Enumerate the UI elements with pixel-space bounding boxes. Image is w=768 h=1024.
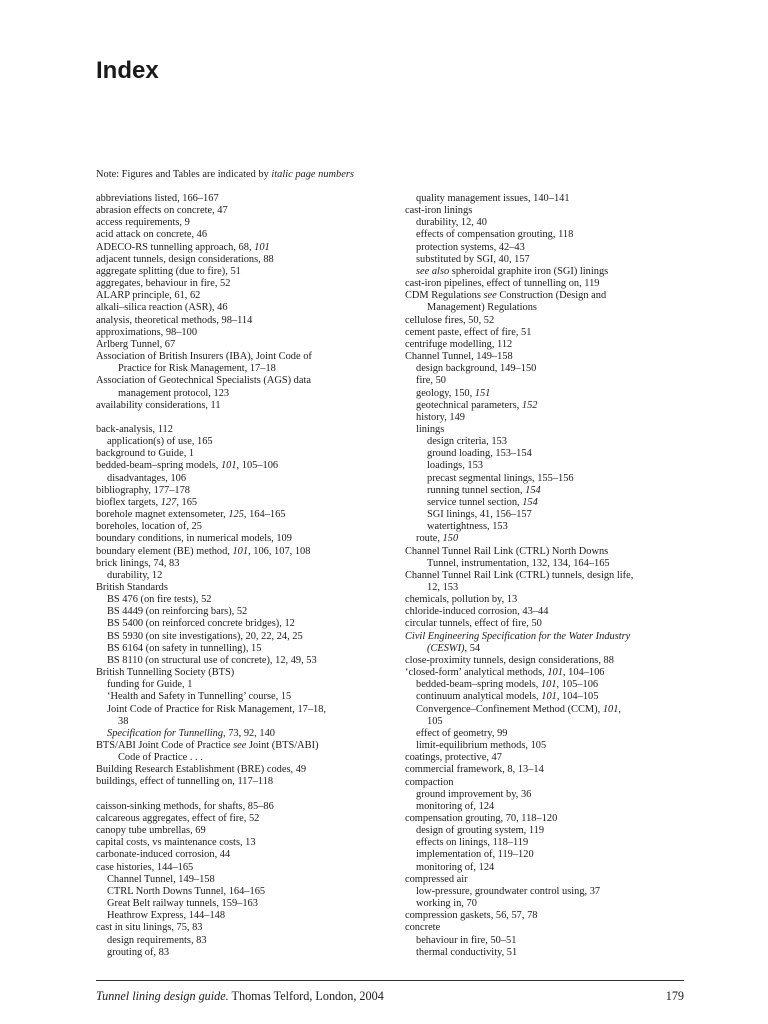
index-entry-text: abbreviations listed, 166–167 xyxy=(96,193,219,204)
index-entry xyxy=(96,363,386,375)
index-entry-text: BS 4449 (on reinforcing bars), 52 xyxy=(107,606,248,618)
index-entry-italic-text: 101 xyxy=(254,241,270,253)
index-entry-text: monitoring of, 124 xyxy=(416,861,495,873)
index-entry-text: fire, 50 xyxy=(416,375,447,387)
index-entry xyxy=(96,546,386,558)
index-entry-text: BTS/ABI Joint Code of Practice xyxy=(96,740,234,752)
index-entry-text: centrifuge modelling, 112 xyxy=(405,338,513,350)
note-italic-text: italic page numbers xyxy=(271,169,354,180)
index-entry xyxy=(96,740,386,752)
index-entry-text: circular tunnels, effect of fire, 50 xyxy=(405,618,542,630)
index-entry xyxy=(405,266,695,278)
index-entry xyxy=(405,922,695,934)
index-entry-text: design background, 149–150 xyxy=(416,363,537,375)
index-entry xyxy=(405,229,695,241)
index-entry xyxy=(96,935,386,947)
index-entry-text: precast segmental linings, 155–156 xyxy=(427,472,574,484)
index-entry-italic-text: see xyxy=(233,740,247,752)
index-entry-text: boundary conditions, in numerical models, 109 xyxy=(96,533,292,545)
index-entry-text: borehole magnet extensometer, xyxy=(96,509,229,521)
index-entry-text: calcareous aggregates, effect of fire, 52 xyxy=(96,812,260,824)
index-entry xyxy=(96,716,386,728)
index-entry-text: boundary element (BE) method, xyxy=(96,545,233,557)
index-entry-text: analysis, theoretical methods, 98–114 xyxy=(96,314,253,326)
index-entry-text: bibliography, 177–178 xyxy=(96,484,190,496)
index-entry-text: route, xyxy=(416,533,443,545)
index-entry xyxy=(405,667,695,679)
index-entry-text: cellulose fires, 50, 52 xyxy=(405,314,495,326)
index-entry-text: BS 8110 (on structural use of concrete), 12, 49, 53 xyxy=(107,654,317,666)
index-entry xyxy=(405,217,695,229)
index-entry-text: Joint (BTS/ABI) xyxy=(246,740,319,752)
index-entry-text: BS 5400 (on reinforced concrete bridges), 12 xyxy=(107,618,295,630)
index-entry xyxy=(96,193,386,205)
index-entry xyxy=(96,667,386,679)
index-entry-text: CDM Regulations xyxy=(405,290,484,302)
index-entry xyxy=(96,704,386,716)
index-entry xyxy=(96,533,386,545)
index-entry xyxy=(96,922,386,934)
footer-book-title: Tunnel lining design guide. xyxy=(96,989,229,1003)
index-entry-text: disadvantages, 106 xyxy=(107,472,187,484)
index-entry-italic-text: 154 xyxy=(525,484,541,496)
index-entry xyxy=(405,898,695,910)
index-entry-italic-text: Civil Engineering Specification for the Water Industry xyxy=(405,630,631,642)
index-entry xyxy=(96,509,386,521)
index-entry-text: boreholes, location of, 25 xyxy=(96,521,202,533)
index-entry xyxy=(96,302,386,314)
index-entry-text: compaction xyxy=(405,776,454,788)
index-entry-text: adjacent tunnels, design considerations, 88 xyxy=(96,253,274,265)
index-entry-text: chloride-induced corrosion, 43–44 xyxy=(405,606,549,618)
index-entry-text: , 105–106 xyxy=(556,679,599,691)
index-entry xyxy=(96,266,386,278)
index-entry xyxy=(96,229,386,241)
index-entry xyxy=(96,691,386,703)
index-entry xyxy=(405,363,695,375)
index-entry-text: protection systems, 42–43 xyxy=(416,241,525,253)
index-entry-text: abrasion effects on concrete, 47 xyxy=(96,205,228,217)
index-entry xyxy=(96,205,386,217)
index-entry xyxy=(405,521,695,533)
index-entry xyxy=(405,631,695,643)
index-entry-text: low-pressure, groundwater control using, 37 xyxy=(416,885,601,897)
index-entry-text: background to Guide, 1 xyxy=(96,448,195,460)
index-entry xyxy=(96,436,386,448)
index-entry-text: ground loading, 153–154 xyxy=(427,448,532,460)
index-entry-italic-text: 101 xyxy=(540,679,557,691)
index-entry-text: Management) Regulations xyxy=(427,302,537,314)
index-entry xyxy=(405,278,695,290)
index-entry xyxy=(405,375,695,387)
index-entry-text: linings xyxy=(416,423,445,435)
index-entry xyxy=(96,339,386,351)
index-entry xyxy=(96,813,386,825)
index-entry xyxy=(96,570,386,582)
index-entry xyxy=(96,424,386,436)
index-entry-text: Great Belt railway tunnels, 159–163 xyxy=(107,898,258,910)
index-entry-text: Heathrow Express, 144–148 xyxy=(107,910,226,922)
index-entry-text: case histories, 144–165 xyxy=(96,861,194,873)
index-entry-text: funding for Guide, 1 xyxy=(107,679,193,691)
index-entry-text: Channel Tunnel, 149–158 xyxy=(405,351,513,363)
index-entry xyxy=(96,752,386,764)
index-entry-text: , 165 xyxy=(176,496,198,508)
index-entry xyxy=(405,388,695,400)
index-entry-text: Convergence–Confinement Method (CCM), xyxy=(416,703,603,715)
index-entry xyxy=(96,764,386,776)
index-entry xyxy=(96,910,386,922)
index-entry-text: Construction (Design and xyxy=(496,290,607,302)
index-entry-text: thermal conductivity, 51 xyxy=(416,946,518,958)
index-entry xyxy=(96,388,386,400)
index-entry xyxy=(405,716,695,728)
note-text: Note: Figures and Tables are indicated by xyxy=(96,169,272,180)
index-entry-italic-text: 101 xyxy=(541,691,557,703)
index-entry-text: monitoring of, 124 xyxy=(416,800,495,812)
index-entry xyxy=(96,558,386,570)
index-entry xyxy=(405,315,695,327)
index-entry-text: watertightness, 153 xyxy=(427,521,508,533)
index-entry-text: Building Research Establishment (BRE) codes, 49 xyxy=(96,764,307,776)
index-entry-text: ‘Health and Safety in Tunnelling’ course, 15 xyxy=(107,691,292,703)
index-entry-text: back-analysis, 112 xyxy=(96,423,173,435)
index-entry-text: carbonate-induced corrosion, 44 xyxy=(96,849,231,861)
index-entry-text: service tunnel section, xyxy=(427,496,523,508)
index-entry-text: , 54 xyxy=(464,642,481,654)
index-entry-text: grouting of, 83 xyxy=(107,946,170,958)
index-entry-text: , 164–165 xyxy=(243,509,286,521)
index-entry xyxy=(405,935,695,947)
index-entry-text: cast-iron linings xyxy=(405,205,473,217)
index-entry xyxy=(96,862,386,874)
index-entry-italic-text: 101 xyxy=(602,703,619,715)
index-entry-text: approximations, 98–100 xyxy=(96,326,198,338)
index-entry-italic-text: 101 xyxy=(232,545,249,557)
index-entry-text: effect of geometry, 99 xyxy=(416,727,508,739)
index-entry-text: geotechnical parameters, xyxy=(416,399,522,411)
index-entry xyxy=(96,485,386,497)
index-entry xyxy=(405,764,695,776)
index-entry-text: durability, 12, 40 xyxy=(416,217,487,229)
index-entry xyxy=(405,740,695,752)
index-entry-text: Practice for Risk Management, 17–18 xyxy=(118,363,276,375)
index-entry xyxy=(96,898,386,910)
index-entry xyxy=(96,351,386,363)
index-entry xyxy=(96,315,386,327)
index-entry xyxy=(405,546,695,558)
index-entry-text: , 104–105 xyxy=(556,691,599,703)
index-entry xyxy=(96,643,386,655)
index-entry xyxy=(405,582,695,594)
index-entry xyxy=(405,704,695,716)
index-entry xyxy=(405,752,695,764)
index-entry xyxy=(405,813,695,825)
index-entry-italic-text: 154 xyxy=(522,496,538,508)
index-entry xyxy=(96,606,386,618)
index-entry-text: coatings, protective, 47 xyxy=(405,752,502,764)
index-entry-text: , 106, 107, 108 xyxy=(248,545,311,557)
index-entry xyxy=(405,509,695,521)
index-entry xyxy=(96,521,386,533)
page-footer xyxy=(96,988,684,1004)
index-entry-text: BS 6164 (on safety in tunnelling), 15 xyxy=(107,642,262,654)
index-entry-text: Channel Tunnel Rail Link (CTRL) tunnels, design life, xyxy=(405,569,634,581)
index-entry xyxy=(96,679,386,691)
index-entry-text: quality management issues, 140–141 xyxy=(416,193,570,204)
index-entry-text: chemicals, pollution by, 13 xyxy=(405,594,518,606)
index-entry-italic-text: 101 xyxy=(547,667,563,679)
index-entry-italic-text: 127 xyxy=(160,496,177,508)
index-entry-text: British Standards xyxy=(96,581,168,593)
index-entry xyxy=(96,776,386,788)
index-entry xyxy=(405,351,695,363)
index-entry-text: Tunnel, instrumentation, 132, 134, 164–165 xyxy=(427,557,610,569)
index-entry-text: compression gaskets, 56, 57, 78 xyxy=(405,910,538,922)
index-entry xyxy=(96,460,386,472)
index-entry-text: management protocol, 123 xyxy=(118,387,230,399)
index-entry-text: availability considerations, 11 xyxy=(96,399,221,411)
index-entry-italic-text: (CESWI) xyxy=(427,642,465,654)
index-entry-text: implementation of, 119–120 xyxy=(416,849,534,861)
index-entry xyxy=(405,205,695,217)
index-entry-text: design requirements, 83 xyxy=(107,934,207,946)
index-entry xyxy=(405,497,695,509)
index-entry xyxy=(405,691,695,703)
index-entry xyxy=(405,533,695,545)
index-letter-gap xyxy=(96,412,386,424)
index-entry-text: aggregate splitting (due to fire), 51 xyxy=(96,265,241,277)
index-entry xyxy=(96,278,386,290)
index-entry-text: , 105–106 xyxy=(236,460,279,472)
index-entry xyxy=(405,789,695,801)
index-entry-text: 105 xyxy=(427,715,443,727)
index-column-right xyxy=(405,193,695,959)
index-entry xyxy=(405,594,695,606)
index-entry xyxy=(405,837,695,849)
index-entry-text: cast in situ linings, 75, 83 xyxy=(96,922,203,934)
index-entry xyxy=(96,594,386,606)
index-entry-text: durability, 12 xyxy=(107,569,163,581)
index-entry-italic-text: 152 xyxy=(521,399,538,411)
index-entry xyxy=(405,862,695,874)
index-entry-text: British Tunnelling Society (BTS) xyxy=(96,667,235,679)
index-entry-text: bioflex targets, xyxy=(96,496,161,508)
index-note xyxy=(96,169,354,181)
index-entry-text: Code of Practice . . . xyxy=(118,752,203,764)
index-entry xyxy=(405,886,695,898)
index-entry xyxy=(405,254,695,266)
index-entry-text: working in, 70 xyxy=(416,898,477,910)
index-entry-text: compressed air xyxy=(405,873,468,885)
index-entry xyxy=(405,874,695,886)
index-entry xyxy=(96,473,386,485)
index-entry-text: CTRL North Downs Tunnel, 164–165 xyxy=(107,885,266,897)
index-entry xyxy=(405,436,695,448)
index-entry xyxy=(405,679,695,691)
index-column-left xyxy=(96,193,386,959)
index-entry-text: substituted by SGI, 40, 157 xyxy=(416,253,530,265)
index-entry xyxy=(405,339,695,351)
index-entry-text: 38 xyxy=(118,715,129,727)
index-entry-text: compensation grouting, 70, 118–120 xyxy=(405,812,558,824)
index-entry xyxy=(96,217,386,229)
index-entry xyxy=(96,631,386,643)
index-entry-text: spheroidal graphite iron (SGI) linings xyxy=(449,265,609,277)
index-entry xyxy=(96,290,386,302)
index-entry-text: BS 476 (on fire tests), 52 xyxy=(107,594,212,606)
index-entry xyxy=(405,910,695,922)
index-entry-italic-text: 151 xyxy=(474,387,491,399)
index-entry xyxy=(405,825,695,837)
index-entry-text: concrete xyxy=(405,922,441,934)
index-entry-text: bedded-beam–spring models, xyxy=(416,679,541,691)
index-entry-text: cast-iron pipelines, effect of tunnelling on, 119 xyxy=(405,278,600,290)
index-entry xyxy=(96,254,386,266)
index-entry xyxy=(96,947,386,959)
index-entry xyxy=(96,886,386,898)
index-entry xyxy=(405,728,695,740)
index-entry-text: design criteria, 153 xyxy=(427,436,507,448)
index-entry-text: commercial framework, 8, 13–14 xyxy=(405,764,544,776)
index-entry-text: history, 149 xyxy=(416,411,465,423)
footer-publisher: Thomas Telford, London, 2004 xyxy=(231,989,384,1003)
index-entry-text: SGI linings, 41, 156–157 xyxy=(427,509,532,521)
index-entry-text: , 73, 92, 140 xyxy=(223,727,275,739)
index-entry-text: design of grouting system, 119 xyxy=(416,825,545,837)
index-entry-text: close-proximity tunnels, design considerations, 88 xyxy=(405,654,614,666)
index-entry xyxy=(405,558,695,570)
index-entry-italic-text: see xyxy=(483,290,497,302)
index-entry-text: Arlberg Tunnel, 67 xyxy=(96,338,176,350)
index-entry-text: canopy tube umbrellas, 69 xyxy=(96,825,206,837)
index-entry-text: access requirements, 9 xyxy=(96,217,190,229)
index-entry-text: effects on linings, 118–119 xyxy=(416,837,529,849)
index-entry xyxy=(96,400,386,412)
index-entry-text: bedded-beam–spring models, xyxy=(96,460,221,472)
page-number: 179 xyxy=(665,989,684,1003)
index-entry-text: caisson-sinking methods, for shafts, 85–86 xyxy=(96,800,274,812)
index-entry xyxy=(405,606,695,618)
index-entry xyxy=(96,327,386,339)
index-entry xyxy=(405,570,695,582)
index-entry-text: BS 5930 (on site investigations), 20, 22, 24, 25 xyxy=(107,630,303,642)
index-entry xyxy=(96,874,386,886)
index-entry-text: Association of Geotechnical Specialists (AGS) data xyxy=(96,375,311,387)
index-entry xyxy=(405,302,695,314)
index-entry xyxy=(96,728,386,740)
index-entry-text: , 104–106 xyxy=(562,667,605,679)
index-entry xyxy=(96,497,386,509)
index-entry-text: running tunnel section, xyxy=(427,484,526,496)
page-title: Index xyxy=(96,57,159,84)
index-entry xyxy=(405,400,695,412)
index-entry-italic-text: 101 xyxy=(220,460,237,472)
index-entry-text: Channel Tunnel, 149–158 xyxy=(107,873,215,885)
index-entry xyxy=(405,448,695,460)
index-entry-text: acid attack on concrete, 46 xyxy=(96,229,208,241)
index-entry xyxy=(96,242,386,254)
index-entry-text: aggregates, behaviour in fire, 52 xyxy=(96,278,231,290)
index-entry xyxy=(96,849,386,861)
index-entry-text: capital costs, vs maintenance costs, 13 xyxy=(96,837,256,849)
index-entry-italic-text: 150 xyxy=(442,533,459,545)
index-entry-text: ADECO-RS tunnelling approach, 68, xyxy=(96,241,255,253)
index-entry xyxy=(405,777,695,789)
index-entry-text: ALARP principle, 61, 62 xyxy=(96,290,201,302)
index-entry-text: , xyxy=(618,703,622,715)
index-entry-text: Channel Tunnel Rail Link (CTRL) North Downs xyxy=(405,545,609,557)
index-entry xyxy=(96,375,386,387)
index-entry xyxy=(96,655,386,667)
index-entry-text: Joint Code of Practice for Risk Management, 17–18, xyxy=(107,703,327,715)
index-entry-text: continuum analytical models, xyxy=(416,691,542,703)
index-entry xyxy=(405,849,695,861)
index-letter-gap xyxy=(96,789,386,801)
index-entry xyxy=(405,242,695,254)
index-entry-text: 12, 153 xyxy=(427,582,459,593)
index-entry-text: limit-equilibrium methods, 105 xyxy=(416,740,547,752)
index-entry xyxy=(96,582,386,594)
index-entry xyxy=(96,801,386,813)
index-entry-text: geology, 150, xyxy=(416,387,475,399)
index-entry xyxy=(96,448,386,460)
footer-rule xyxy=(96,980,684,981)
index-entry xyxy=(96,837,386,849)
index-entry xyxy=(405,193,695,205)
index-entry xyxy=(405,485,695,497)
index-entry-text: ground improvement by, 36 xyxy=(416,788,532,800)
index-entry xyxy=(405,412,695,424)
index-entry-italic-text: see also xyxy=(416,265,450,277)
index-entry xyxy=(405,801,695,813)
index-entry xyxy=(405,327,695,339)
index-entry xyxy=(96,825,386,837)
index-entry xyxy=(405,655,695,667)
index-entry-text: behaviour in fire, 50–51 xyxy=(416,934,517,946)
index-entry-text: buildings, effect of tunnelling on, 117–118 xyxy=(96,776,274,788)
index-entry-text: application(s) of use, 165 xyxy=(107,436,213,448)
index-entry-text: Association of British Insurers (IBA), Joint Code of xyxy=(96,351,312,363)
index-entry xyxy=(405,424,695,436)
index-entry xyxy=(405,473,695,485)
index-entry-text: ‘closed-form’ analytical methods, xyxy=(405,667,548,679)
index-entry-italic-text: 125 xyxy=(228,509,244,521)
index-entry-text: alkali–silica reaction (ASR), 46 xyxy=(96,302,228,314)
index-entry-text: effects of compensation grouting, 118 xyxy=(416,229,574,241)
index-entry xyxy=(405,643,695,655)
index-entry xyxy=(96,618,386,630)
index-entry-text: loadings, 153 xyxy=(427,460,483,472)
index-entry-italic-text: Specification for Tunnelling xyxy=(107,727,224,739)
index-entry xyxy=(405,460,695,472)
index-entry-text: cement paste, effect of fire, 51 xyxy=(405,326,532,338)
index-entry xyxy=(405,947,695,959)
index-entry-text: brick linings, 74, 83 xyxy=(96,557,180,569)
index-entry xyxy=(405,290,695,302)
index-entry xyxy=(405,618,695,630)
